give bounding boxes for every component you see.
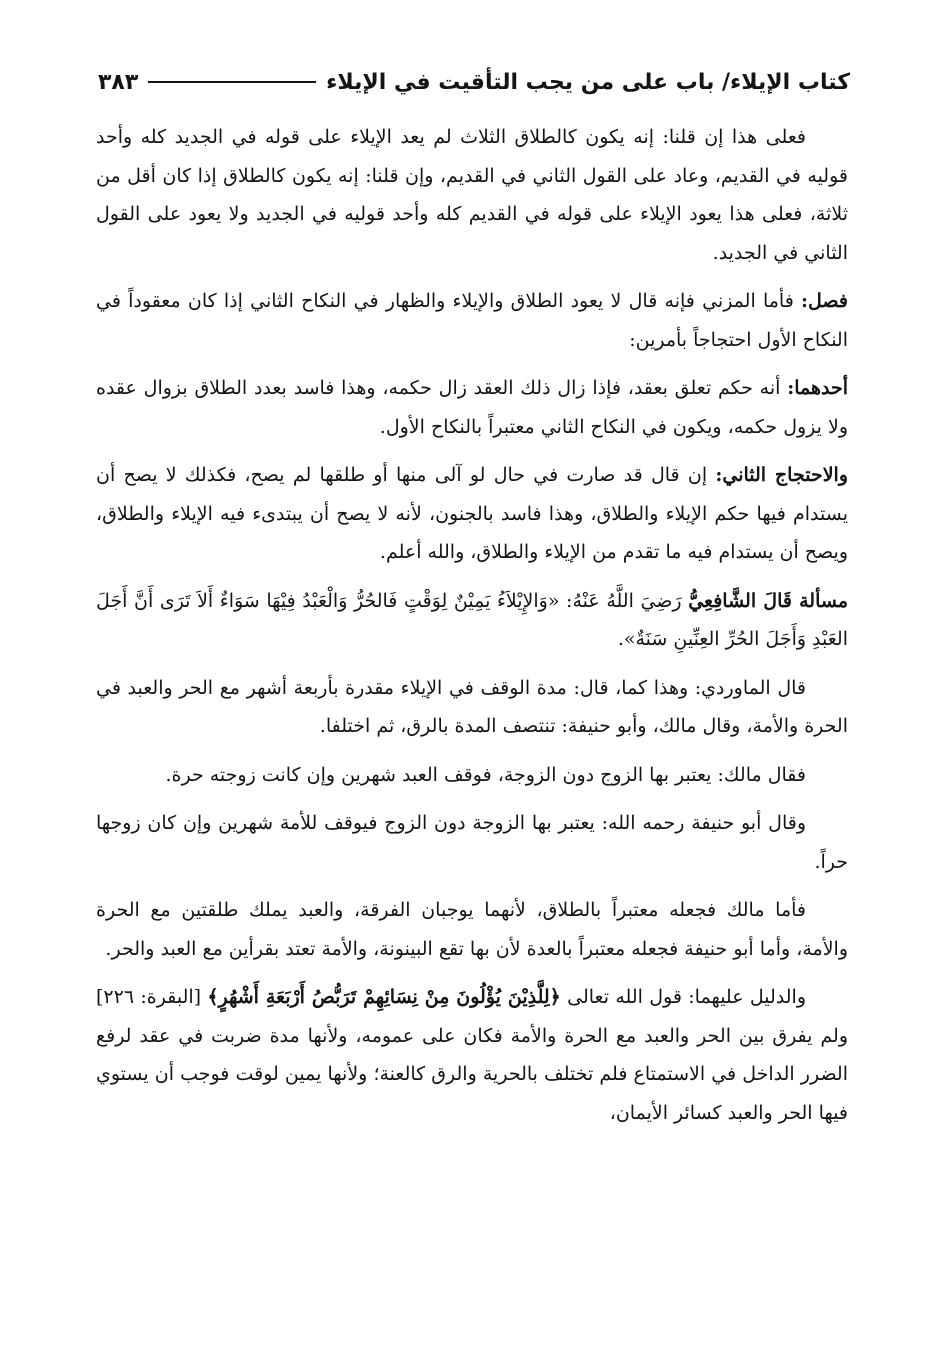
quran-verse: ﴿لِلَّذِيْنَ يُؤْلُونَ مِنْ نِسَائِهِمْ تَرَبُّصُ أَرْبَعَةِ أَشْهُرٍ﴾ — [207, 986, 561, 1008]
paragraph-abu-hanifa — [96, 804, 848, 881]
running-title: كتاب الإيلاء/ باب على من يجب التأقيت في الإيلاء — [326, 69, 850, 95]
header-rule — [148, 81, 316, 83]
honorific: رَضِيَ اللَّهُ عَنْهُ: — [559, 589, 689, 612]
paragraph-comparison — [96, 891, 848, 968]
paragraph-text: أنه حكم تعلق بعقد، فإذا زال ذلك العقد زال حكمه، وهذا فاسد بعدد الطلاق بزوال عقده ولا يزول حكمه، ويكون في النكاح الثاني معتبراً بالنكاح الأول. — [96, 377, 848, 438]
masala-lead: مسألة قَالَ الشَّافِعِيُّ — [688, 589, 848, 612]
paragraph-text: إن قال قد صارت في حال لو آلى منها أو طلقها لم يصح، فكذلك لا يصح أن يستدام فيها حكم الإيلاء والطلاق، وهذا فاسد بالجنون، لأنه لا يصح أن يبتدىء فيه الإيلاء والطلاق، ويصح أن يستدام فيه ما تقدم من الإيلاء والطلاق، والله أعلم. — [96, 464, 848, 563]
paragraph-malik — [96, 756, 848, 795]
paragraph-text-pre: والدليل عليهما: قول الله تعالى — [560, 986, 807, 1008]
paragraph-text: [البقرة: ٢٢٦] ولم يفرق بين الحر والعبد مع الحرة والأمة فكان على عمومه، ولأنها مدة ضربت في عقد لرفع الضرر الداخل في الاستمتاع فلم تختلف بالحرية والرق كالعنة؛ ولأنها يمين لوقت فوجب أن يستوي فيها الحر والعبد كسائر الأيمان، — [96, 986, 848, 1124]
lead-first-argument: أحدهما: — [787, 377, 848, 399]
paragraph-text: فعلى هذا إن قلنا: إنه يكون كالطلاق الثلاث لم يعد الإيلاء على قوله في الجديد كله وأحد قوليه في القديم، وعاد على القول الثاني في القديم، وإن قلنا: إنه يكون كالطلاق إذا كان أقل من ثلاثة، فعلى هذا يعود الإيلاء على قوله في القديم كله وأحد قوليه في الجديد ولا يعود على القول الثاني في الجديد. — [96, 126, 848, 264]
section-lead-fasl: فصل: — [801, 290, 848, 312]
paragraph-mawardi — [96, 669, 848, 746]
paragraph-text: فأما مالك فجعله معتبراً بالطلاق، لأنهما يوجبان الفرقة، والعبد يملك طلقتين مع الحرة والأمة، وأما أبو حنيفة فجعله معتبراً بالعدة لأن بها تقع البينونة، والأمة تعتد بقرأين مع العبد والحر. — [96, 899, 848, 960]
lead-second-argument: والاحتجاج الثاني: — [715, 464, 848, 486]
paragraph-text: فقال مالك: يعتبر بها الزوج دون الزوجة، فوقف العبد شهرين وإن كانت زوجته حرة. — [165, 763, 806, 786]
paragraph-text: وقال أبو حنيفة رحمه الله: يعتبر بها الزوجة دون الزوج فيوقف للأمة شهرين وإن كان زوجها حراً. — [96, 812, 848, 873]
paragraph-first-argument — [96, 369, 848, 446]
paragraph-evidence — [96, 978, 848, 1132]
shafii-quote: «وَالإِيْلاَءُ يَمِيْنٌ لِوَقْتٍ فَالحُرُّ وَالْعَبْدُ فِيْهَا سَوَاءٌ أَلاَ تَرَى أَنَّ أَجَلَ العَبْدِ وَأَجَلَ الحُرِّ العِنِّينِ سَنَةٌ». — [96, 589, 848, 650]
paragraph-text: فأما المزني فإنه قال لا يعود الطلاق والإيلاء والظهار في النكاح الثاني إذا كان معقوداً في النكاح الأول احتجاجاً بأمرين: — [96, 290, 848, 351]
paragraph-text: قال الماوردي: وهذا كما، قال: مدة الوقف في الإيلاء مقدرة بأربعة أشهر مع الحر والعبد في الحرة والأمة، وقال مالك، وأبو حنيفة: تنتصف المدة بالرق، ثم اختلفا. — [96, 676, 848, 737]
page-number: ٣٨٣ — [98, 69, 139, 95]
paragraph-1 — [96, 118, 848, 272]
paragraph-second-argument — [96, 456, 848, 572]
page-header — [98, 62, 850, 102]
paragraph-masala — [96, 582, 848, 659]
page-body — [96, 118, 848, 1142]
paragraph-fasl — [96, 282, 848, 359]
